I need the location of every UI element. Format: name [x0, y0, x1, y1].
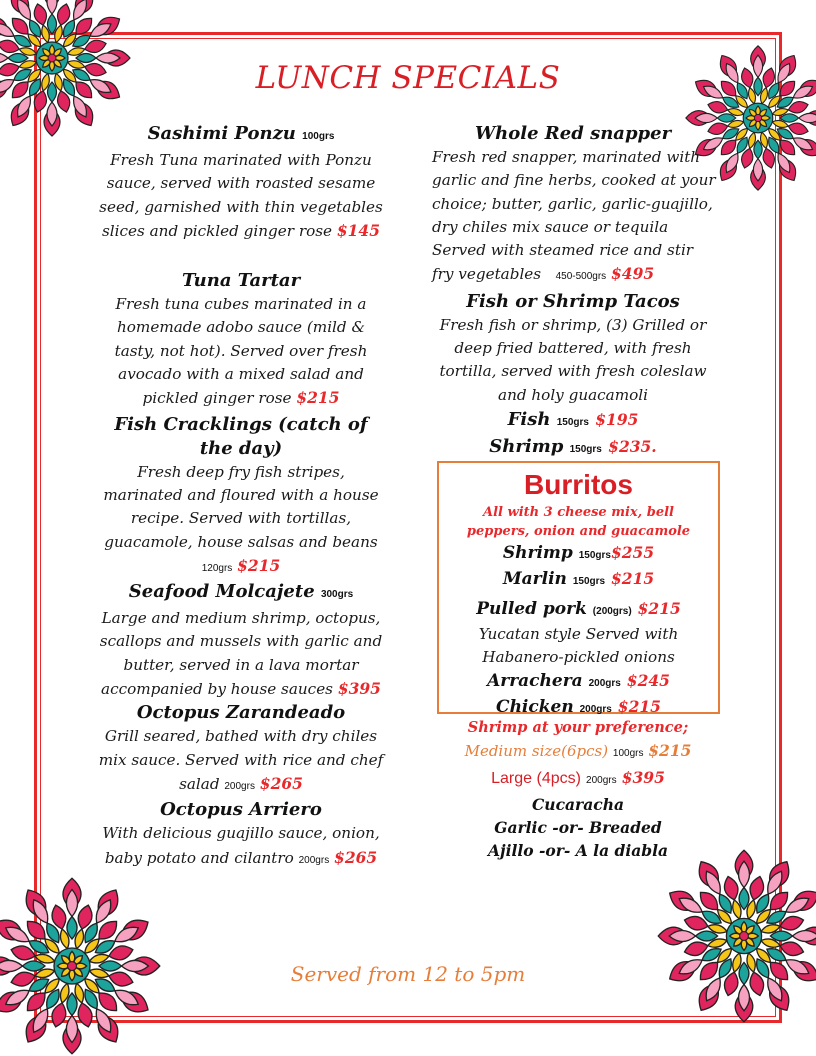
- item-name: Octopus Arriero: [160, 799, 322, 821]
- menu-item-seafood-molcajete: [96, 580, 386, 701]
- burrito-pork-description: Yucatan style Served with Habanero-pickled onions: [478, 625, 679, 666]
- burrito-grams: 150grs: [572, 576, 606, 587]
- burrito-arrachera: [439, 669, 718, 695]
- shrimp-large-label: Large (4pcs): [491, 770, 581, 787]
- item-price: $265: [259, 773, 303, 793]
- item-description: Large and medium shrimp, octopus, scallops and mussels with garlic and butter, served in a lava mortar accompanied by house sauces: [99, 609, 383, 699]
- burrito-label: Marlin: [502, 569, 567, 589]
- item-description: Fresh tuna cubes marinated in a homemade adobo sauce (mild & tasty, not hot). Served over fresh avocado with a mixed salad and pickled ginger rose: [114, 295, 368, 408]
- shrimp-large-price: $395: [621, 768, 665, 787]
- item-grams: 300grs: [320, 589, 354, 601]
- item-grams: 100grs: [302, 131, 335, 142]
- menu-item-tacos: [428, 290, 718, 462]
- item-name: Octopus Zarandeado: [136, 702, 346, 724]
- item-description: Fresh deep fry fish stripes, marinated and floured with a house recipe. Served with tortillas, guacamole, house salsas and beans: [103, 462, 379, 551]
- shrimp-medium: [428, 739, 728, 765]
- item-name: Sashimi Ponzu: [147, 123, 296, 144]
- shrimp-option: Garlic -or- Breaded: [494, 818, 662, 837]
- item-description: Fresh fish or shrimp, (3) Grilled or deep fried battered, with fresh tortilla, served with fresh coleslaw and holy guacamoli: [439, 315, 707, 404]
- item-price: $145: [336, 220, 380, 240]
- menu-item-octopus-arriero: [96, 798, 386, 872]
- burrito-grams: 200grs: [588, 678, 621, 689]
- item-price: $265: [334, 847, 378, 867]
- item-price: $495: [611, 264, 655, 284]
- menu-item-fish-cracklings: [96, 413, 386, 580]
- option-label: Fish: [507, 408, 551, 430]
- burrito-price: $215: [611, 569, 655, 588]
- burrito-grams: (200grs): [592, 606, 632, 617]
- served-hours-footer: Served from 12 to 5pm: [290, 962, 526, 986]
- burrito-price: $215: [617, 697, 661, 716]
- right-column: [428, 122, 718, 462]
- menu-item-tuna-tartar: [96, 269, 386, 410]
- item-name: Seafood Molcajete: [128, 581, 315, 603]
- shrimp-option: Cucaracha: [531, 795, 625, 814]
- item-description: Grill seared, bathed with dry chiles mix sauce. Served with rice and chef salad: [98, 727, 384, 793]
- option-label: Shrimp: [489, 435, 564, 457]
- shrimp-large-grams: 200grs: [586, 775, 617, 786]
- burrito-price: $245: [626, 671, 670, 690]
- mandala-bottom-right-icon: [656, 848, 816, 1024]
- item-grams: 120grs: [201, 562, 233, 574]
- page-title: LUNCH SPECIALS: [255, 60, 561, 96]
- burrito-grams: 200grs: [579, 704, 612, 715]
- menu-item-whole-red-snapper: [428, 122, 718, 289]
- left-column: [96, 122, 386, 872]
- burrito-price: $215: [637, 599, 681, 618]
- item-grams: 200grs: [224, 780, 255, 792]
- item-price: $215: [237, 555, 281, 575]
- shrimp-medium-grams: 100grs: [612, 748, 644, 759]
- tacos-option-shrimp: [428, 435, 718, 462]
- item-name: Whole Red snapper: [474, 123, 672, 144]
- option-price: $195: [595, 409, 639, 429]
- shrimp-medium-price: $215: [648, 741, 692, 760]
- item-grams: 200grs: [298, 854, 330, 866]
- burritos-title: Burritos: [524, 469, 633, 500]
- burrito-price: $255: [610, 543, 655, 562]
- item-name: Fish Cracklings (catch of the day): [114, 413, 368, 459]
- shrimp-medium-label: Medium size(6pcs): [464, 742, 609, 760]
- burrito-pulled-pork: [439, 597, 718, 623]
- burrito-label: Chicken: [496, 697, 574, 717]
- item-price: $215: [296, 388, 340, 408]
- burrito-shrimp: [439, 541, 718, 567]
- shrimp-option: Ajillo -or- A la diabla: [487, 841, 669, 860]
- shrimp-preference-section: [428, 716, 728, 862]
- shrimp-pref-heading: Shrimp at your preference;: [467, 719, 689, 736]
- burrito-grams: 150grs: [578, 550, 611, 561]
- burritos-subtitle: All with 3 cheese mix, bell peppers, onion and guacamole: [466, 505, 691, 539]
- burritos-section: [437, 461, 720, 717]
- menu-item-sashimi-ponzu: [96, 122, 386, 243]
- burrito-label: Shrimp: [502, 543, 573, 563]
- item-description: With delicious guajillo sauce, onion, baby potato and cilantro: [102, 824, 380, 867]
- item-price: $395: [337, 679, 381, 699]
- tacos-option-fish: [428, 408, 718, 435]
- option-price: $235.: [608, 436, 657, 456]
- burrito-label: Arrachera: [487, 671, 583, 691]
- item-description: Fresh Tuna marinated with Ponzu sauce, served with roasted sesame seed, garnished with thin vegetables slices and pickled ginger rose: [99, 151, 383, 240]
- burrito-marlin: [439, 567, 718, 593]
- shrimp-large: [428, 765, 728, 793]
- item-name: Tuna Tartar: [181, 270, 301, 292]
- item-description: Fresh red snapper, marinated with garlic and fine herbs, cooked at your choice; butter, garlic, garlic-guajillo, dry chiles mix sauce or tequila Served with steamed rice and stir fry vegetables: [432, 148, 716, 284]
- menu-item-octopus-zarandeado: [96, 701, 386, 798]
- item-grams: 450-500grs: [555, 271, 607, 283]
- option-grams: 150grs: [569, 443, 602, 455]
- option-grams: 150grs: [556, 416, 589, 428]
- burrito-label: Pulled pork: [476, 599, 587, 619]
- item-name: Fish or Shrimp Tacos: [466, 290, 680, 312]
